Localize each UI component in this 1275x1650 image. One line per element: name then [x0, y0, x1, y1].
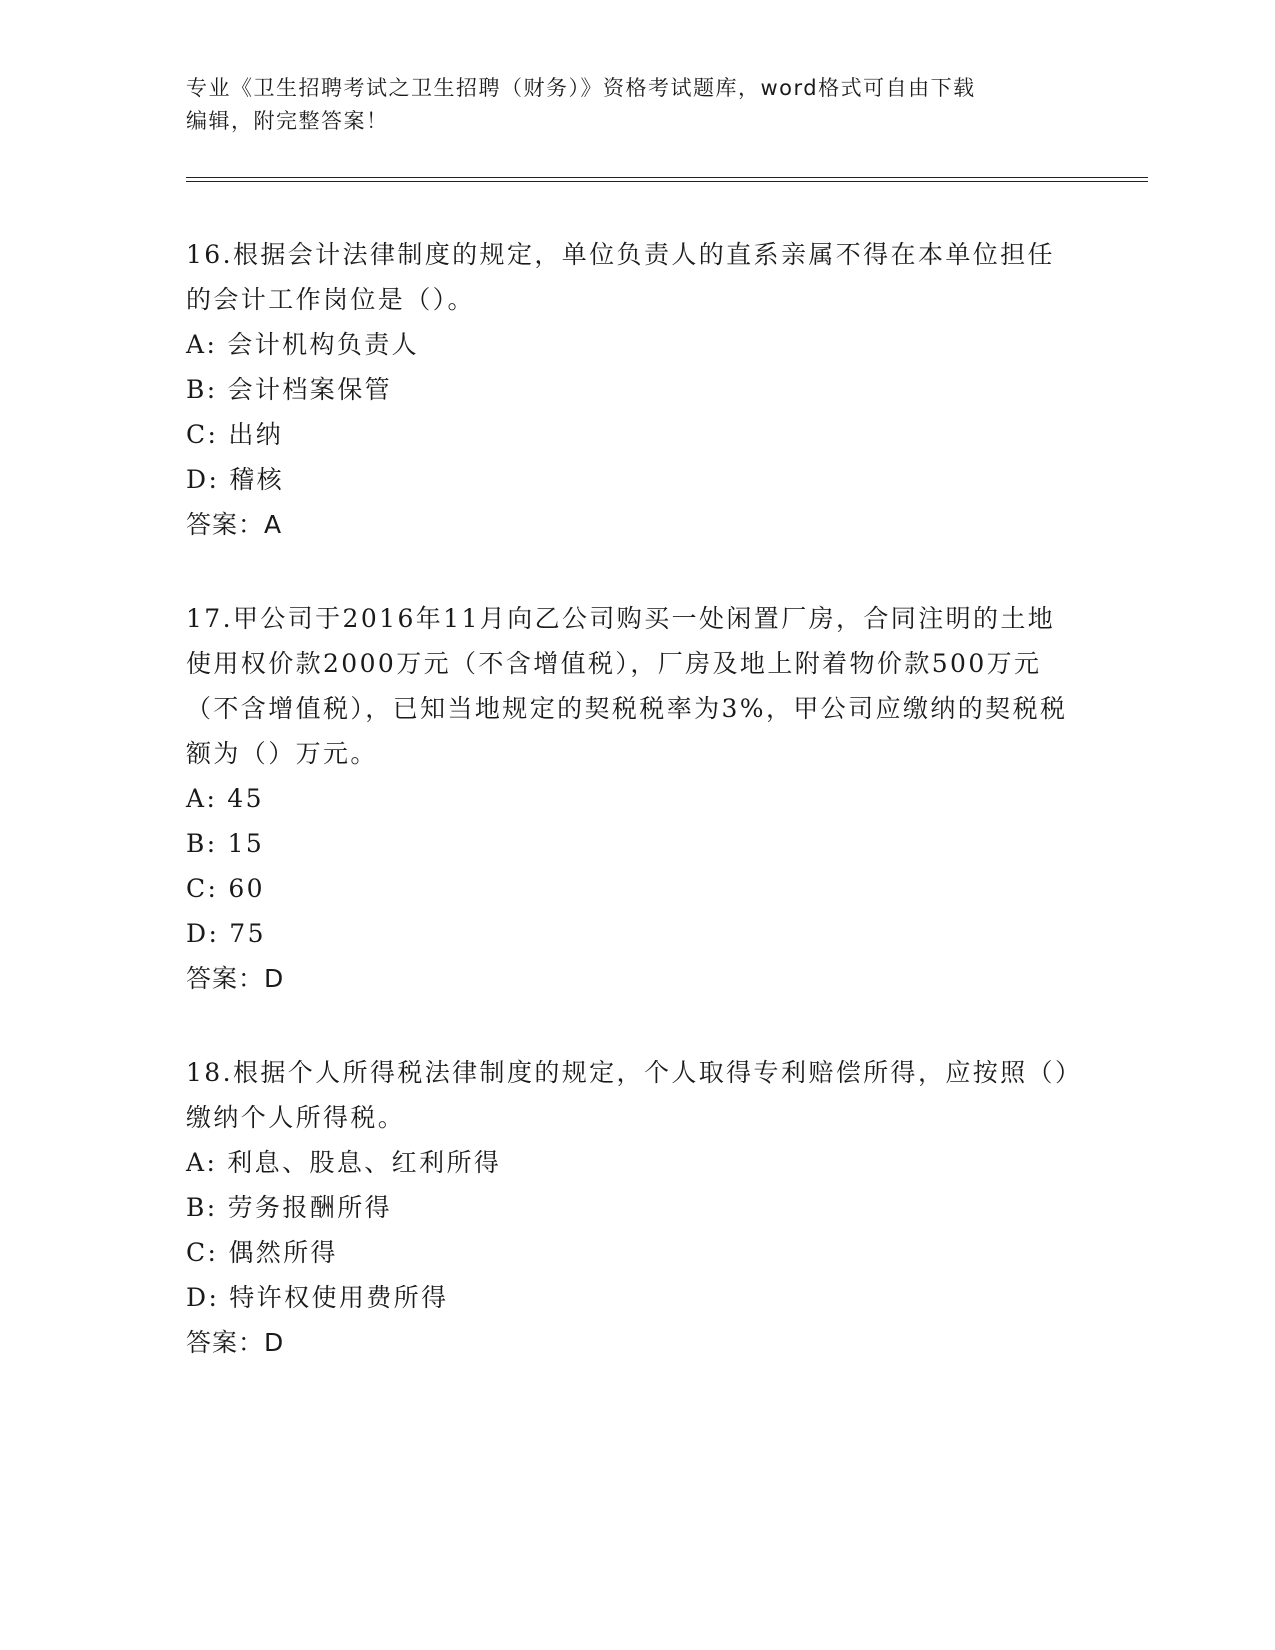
header-line-2: 编辑，附完整答案！ [186, 109, 389, 133]
option-letter: C: [186, 874, 219, 903]
option-d [186, 457, 1076, 502]
option-letter: D: [186, 465, 220, 494]
option-text: 劳务报酬所得 [227, 1193, 393, 1222]
answer: 答案：D [186, 1328, 285, 1357]
header-line-1: 专业《卫生招聘考试之卫生招聘（财务）》资格考试题库，word格式可自由下载 [186, 76, 976, 100]
option-text: 特许权使用费所得 [229, 1283, 449, 1312]
option-text: 出纳 [228, 420, 284, 449]
answer: 答案：A [186, 510, 283, 539]
option-d [186, 911, 1076, 956]
option-c [186, 866, 1076, 911]
question-17 [186, 596, 1076, 1001]
answer: 答案：D [186, 964, 285, 993]
option-text: 会计档案保管 [227, 375, 393, 404]
option-text: 稽核 [229, 465, 285, 494]
option-d [186, 1275, 1076, 1320]
header-divider-bottom [186, 181, 1148, 182]
option-b [186, 1185, 1076, 1230]
option-text: 75 [229, 919, 266, 948]
option-letter: B: [186, 1193, 218, 1222]
option-text: 会计机构负责人 [227, 330, 420, 359]
question-16 [186, 232, 1076, 547]
option-text: 60 [228, 874, 265, 903]
question-stem: 16.根据会计法律制度的规定，单位负责人的直系亲属不得在本单位担任的会计工作岗位是（）。 [186, 240, 1055, 314]
option-a [186, 1140, 1076, 1185]
option-text: 利息、股息、红利所得 [227, 1148, 502, 1177]
option-a [186, 776, 1076, 821]
option-text: 45 [227, 784, 264, 813]
option-letter: A: [186, 784, 218, 813]
option-letter: B: [186, 375, 218, 404]
option-c [186, 1230, 1076, 1275]
option-text: 15 [227, 829, 265, 858]
option-letter: B: [186, 829, 218, 858]
option-letter: A: [186, 1148, 218, 1177]
option-letter: D: [186, 919, 220, 948]
option-b [186, 821, 1076, 866]
option-letter: A: [186, 330, 218, 359]
option-a [186, 322, 1076, 367]
option-text: 偶然所得 [228, 1238, 338, 1267]
question-18 [186, 1050, 1076, 1365]
option-letter: D: [186, 1283, 220, 1312]
option-c [186, 412, 1076, 457]
header-divider-top [186, 177, 1148, 178]
option-letter: C: [186, 420, 219, 449]
document-header [186, 72, 1086, 138]
option-b [186, 367, 1076, 412]
question-stem: 18.根据个人所得税法律制度的规定，个人取得专利赔偿所得，应按照（）缴纳个人所得税。 [186, 1058, 1070, 1132]
option-letter: C: [186, 1238, 219, 1267]
question-stem: 17.甲公司于2016年11月向乙公司购买一处闲置厂房，合同注明的土地使用权价款2000万元（不含增值税），厂房及地上附着物价款500万元（不含增值税），已知当地规定的契税税率为3%，甲公司应缴纳的契税税额为（）万元。 [186, 604, 1068, 768]
